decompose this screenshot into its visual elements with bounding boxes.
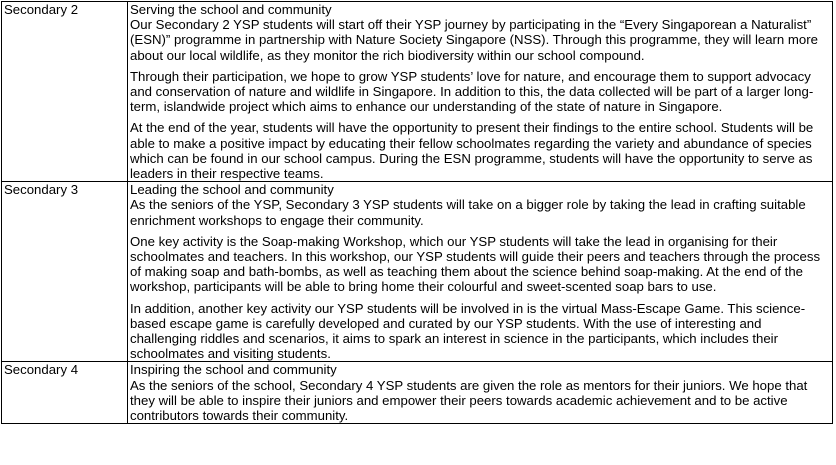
table-row	[2, 2, 833, 182]
level-cell	[2, 182, 128, 362]
programme-table	[1, 1, 833, 424]
description-paragraph: One key activity is the Soap-making Workshop, which our YSP students will take the lead in organising for their schoolmates and teachers. In this workshop, our YSP students will guide their peers and teachers through the process of making soap and bath-bombs, as well as teaching them about the science behind soap-making. At the end of the workshop, participants will be able to bring home their colourful and sweet-scented soap bars to use.	[130, 233, 821, 295]
level-cell	[2, 362, 128, 424]
description-cell	[128, 182, 833, 362]
description-paragraph: At the end of the year, students will have the opportunity to present their findings to the entire school. Students will be able to make a positive impact by educating their fellow schoolmates regarding the variety and abundance of species which can be found in our school campus. During the ESN programme, students will have the opportunity to serve as leaders in their respective teams.	[130, 120, 814, 182]
description-paragraph: As the seniors of the school, Secondary 4 YSP students are given the role as mentors for their juniors. We hope that they will be able to inspire their juniors and empower their peers towards academic achievement and to be active contributors towards their community.	[130, 377, 808, 424]
description-cell	[128, 362, 833, 424]
theme-title: Leading the school and community	[130, 182, 334, 198]
level-cell	[2, 2, 128, 182]
description-paragraph: Through their participation, we hope to grow YSP students’ love for nature, and encourage them to support advocacy and conservation of nature and wildlife in Singapore. In addition to this, the data collected will be part of a larger long-term, islandwide project which aims to enhance our understanding of the state of nature in Singapore.	[130, 68, 814, 115]
table-row	[2, 362, 833, 424]
level-label: Secondary 4	[4, 362, 79, 378]
description-cell	[128, 2, 833, 182]
table-row	[2, 182, 833, 362]
description-paragraph: Our Secondary 2 YSP students will start off their YSP journey by participating in the “Every Singaporean a Naturalist” (ESN)” programme in partnership with Nature Society Singapore (NSS). Through this programme, they will learn more about our local wildlife, as they monitor the rich biodiversity within our school compound.	[130, 17, 818, 63]
level-label: Secondary 3	[4, 182, 79, 198]
description-paragraph: As the seniors of the YSP, Secondary 3 YSP students will take on a bigger role by taking the lead in crafting suitable enrichment workshops to engage their community.	[130, 197, 806, 228]
description-paragraph: In addition, another key activity our YSP students will be involved in is the virtual Mass-Escape Game. This science-based escape game is carefully developed and curated by our YSP students. With the use of interesting and challenging riddles and scenarios, it aims to spark an interest in science in the participants, which includes their schoolmates and visiting students.	[130, 300, 806, 362]
theme-title: Serving the school and community	[130, 2, 332, 17]
level-label: Secondary 2	[4, 2, 79, 17]
theme-title: Inspiring the school and community	[130, 362, 337, 378]
